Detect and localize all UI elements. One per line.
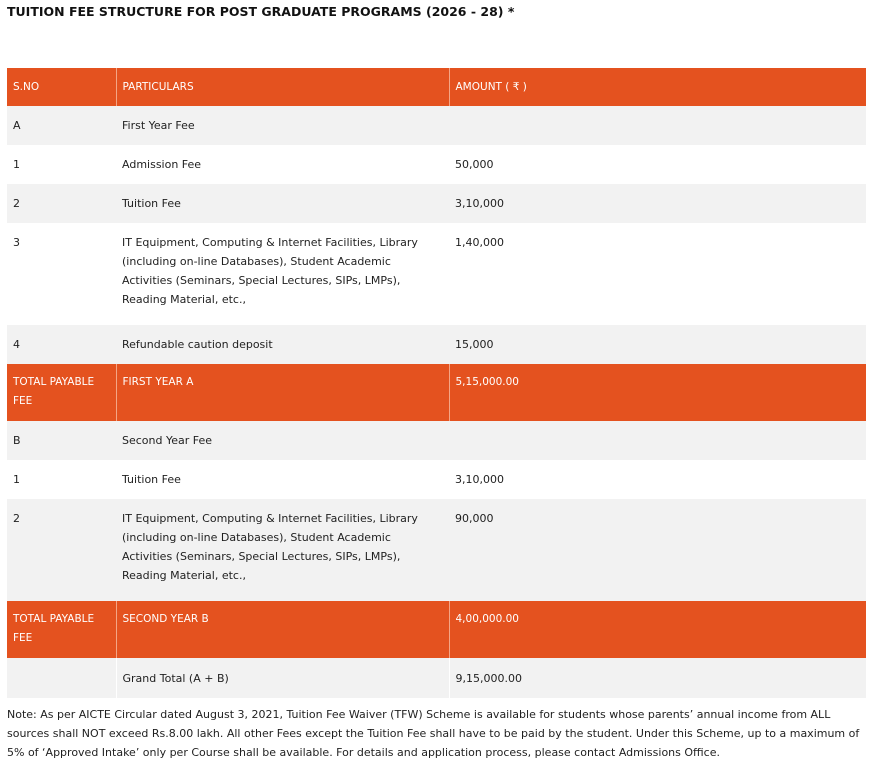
table-row <box>7 460 866 499</box>
table-row <box>7 421 866 460</box>
cell-particulars: Grand Total (A + B) <box>116 658 449 698</box>
cell-sno: TOTAL PAYABLE FEE <box>7 601 116 658</box>
cell-particulars: Tuition Fee <box>116 460 449 499</box>
table-header-row <box>7 68 866 106</box>
total-row-second-year <box>7 601 866 658</box>
page-title: TUITION FEE STRUCTURE FOR POST GRADUATE PROGRAMS (2026 - 28) * <box>7 4 515 19</box>
fee-table <box>7 68 866 698</box>
table-row <box>7 223 866 325</box>
cell-amount <box>449 106 866 145</box>
cell-sno <box>7 658 116 698</box>
cell-sno: 3 <box>7 223 116 325</box>
table-row <box>7 106 866 145</box>
cell-particulars: IT Equipment, Computing & Internet Facilities, Library (including on-line Databases), Student Academic Activities (Seminars, Special Lectures, SIPs, LMPs), Reading Material, etc., <box>116 499 449 601</box>
header-particulars: PARTICULARS <box>116 68 449 106</box>
cell-sno: TOTAL PAYABLE FEE <box>7 364 116 421</box>
cell-amount: 4,00,000.00 <box>449 601 866 658</box>
cell-sno: A <box>7 106 116 145</box>
table-row <box>7 184 866 223</box>
cell-sno: 2 <box>7 184 116 223</box>
cell-sno: 1 <box>7 460 116 499</box>
cell-particulars: Second Year Fee <box>116 421 449 460</box>
cell-sno: 2 <box>7 499 116 601</box>
cell-particulars: Admission Fee <box>116 145 449 184</box>
table-row <box>7 499 866 601</box>
cell-amount: 3,10,000 <box>449 184 866 223</box>
total-row-first-year <box>7 364 866 421</box>
cell-sno: B <box>7 421 116 460</box>
cell-amount: 1,40,000 <box>449 223 866 325</box>
table-row <box>7 145 866 184</box>
cell-amount: 5,15,000.00 <box>449 364 866 421</box>
cell-particulars: Refundable caution deposit <box>116 325 449 364</box>
header-sno: S.NO <box>7 68 116 106</box>
cell-particulars: Tuition Fee <box>116 184 449 223</box>
cell-amount: 90,000 <box>449 499 866 601</box>
table-row <box>7 325 866 364</box>
cell-amount: 15,000 <box>449 325 866 364</box>
cell-particulars: SECOND YEAR B <box>116 601 449 658</box>
cell-particulars: FIRST YEAR A <box>116 364 449 421</box>
cell-particulars: First Year Fee <box>116 106 449 145</box>
cell-amount: 3,10,000 <box>449 460 866 499</box>
cell-amount <box>449 421 866 460</box>
cell-sno: 4 <box>7 325 116 364</box>
cell-amount: 50,000 <box>449 145 866 184</box>
header-amount: AMOUNT ( ₹ ) <box>449 68 866 106</box>
cell-particulars: IT Equipment, Computing & Internet Facilities, Library (including on-line Databases), Student Academic Activities (Seminars, Special Lectures, SIPs, LMPs), Reading Material, etc., <box>116 223 449 325</box>
cell-amount: 9,15,000.00 <box>449 658 866 698</box>
grand-total-row <box>7 658 866 698</box>
fee-note: Note: As per AICTE Circular dated August 3, 2021, Tuition Fee Waiver (TFW) Scheme is available for students whose parents’ annual income from ALL sources shall NOT exceed Rs.8.00 lakh. All other Fees except the Tuition Fee shall have to be paid by the student. Under this Scheme, up to a maximum of 5% of ‘Approved Intake’ only per Course shall be available. For details and application process, please contact Admissions Office. <box>7 708 860 759</box>
cell-sno: 1 <box>7 145 116 184</box>
